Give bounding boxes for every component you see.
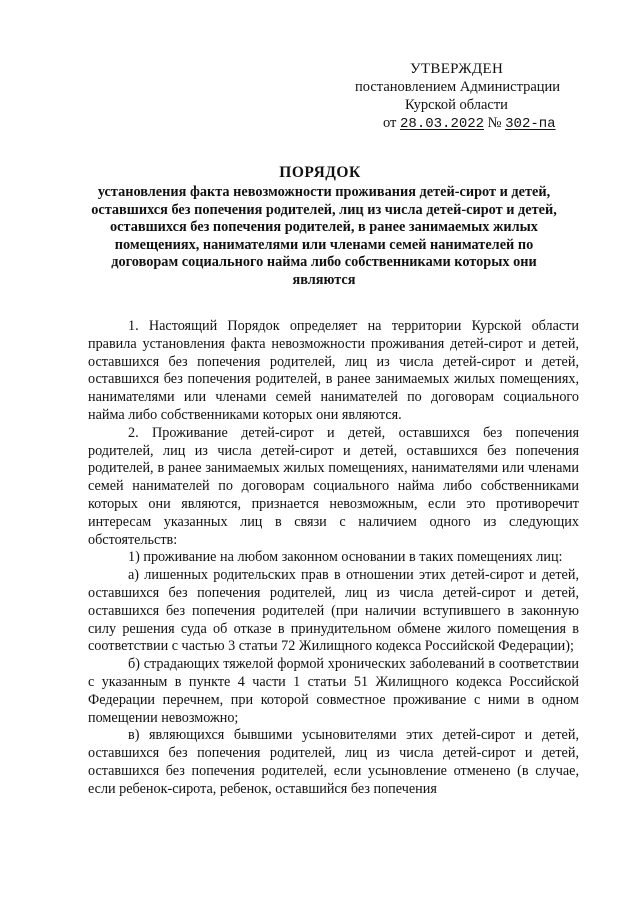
approval-number: 302-па: [505, 116, 556, 132]
approval-heading: УТВЕРЖДЕН: [410, 61, 504, 77]
paragraph-2-item-1: 1) проживание на любом законном основании в таких помещениях лиц:: [128, 549, 563, 566]
paragraph-1: 1. Настоящий Порядок определяет на территории Курской области правила установления факта невозможности проживания детей-сирот и детей, оставшихся без попечения родителей, лиц из числа детей-сирот и детей, оставшихся без попечения родителей, в ранее занимаемых жилых помещениях, нанимателями или членами семей нанимателей по договорам социального найма либо собственниками которых они являются.: [88, 318, 579, 423]
paragraph-2: 2. Проживание детей-сирот и детей, оставшихся без попечения родителей, лиц из числа детей-сирот и детей, оставшихся без попечения родителей, в ранее занимаемых жилых помещениях, нанимателями или членами семей нанимателей по договорам социального найма либо собственниками которых они являются, признается невозможным, если это противоречит интересам указанных лиц в связи с наличием одного из следующих обстоятельств:: [88, 424, 579, 548]
approval-date: 28.03.2022: [400, 116, 485, 132]
approval-date-prefix: от: [383, 115, 397, 131]
approval-number-prefix: №: [487, 115, 502, 131]
approval-region-line: Курской области: [405, 97, 508, 113]
approval-stamp-block: [355, 60, 585, 133]
document-subtitle: установления факта невозможности проживания детей-сирот и детей, оставшихся без попечения родителей, лиц из числа детей-сирот и детей, оставшихся без попечения родителей, в ранее занимаемых жилых помещениях, нанимателями или членами семей нанимателей по договорам социального найма либо собственниками которых они являются: [91, 184, 557, 288]
approval-issuer-line: постановлением Администрации: [355, 79, 561, 95]
approval-date-number-line: [355, 114, 585, 133]
document-body: [88, 318, 579, 799]
paragraph-2-item-1a: а) лишенных родительских прав в отношении этих детей-сирот и детей, оставшихся без попечения родителей, лиц из числа детей-сирот и детей, оставшихся без попечения родителей (при наличии вступившего в законную силу решения суда об отказе в принудительном обмене жилого помещения в соответствии с частью 3 статьи 72 Жилищного кодекса Российской Федерации);: [88, 567, 579, 655]
document-title: ПОРЯДОК: [279, 164, 361, 181]
paragraph-2-item-1c: в) являющихся бывшими усыновителями этих детей-сирот и детей, оставшихся без попечения родителей, лиц из числа детей-сирот и детей, оставшихся без попечения родителей, если усыновление отменено (в случае, если ребенок-сирота, ребенок, оставшийся без попечения: [88, 727, 579, 797]
paragraph-2-item-1b: б) страдающих тяжелой формой хронических заболеваний в соответствии с указанным в пункте 4 части 1 статьи 51 Жилищного кодекса Российской Федерации перечнем, при которой совместное проживание с ними в одном помещении невозможно;: [88, 656, 579, 726]
